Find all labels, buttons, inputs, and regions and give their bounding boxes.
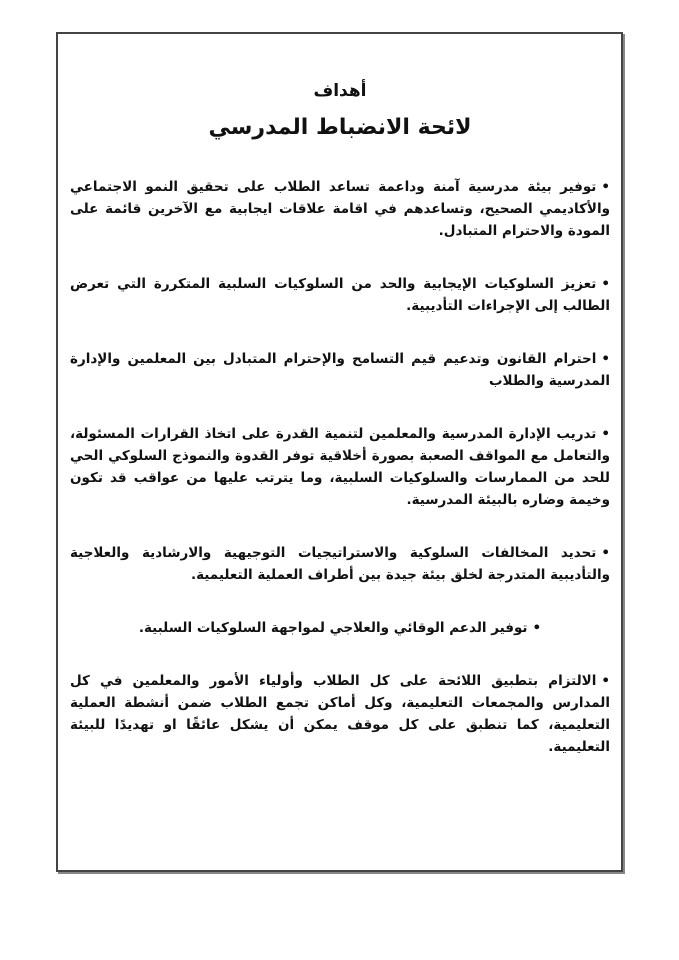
goal-item (70, 176, 610, 242)
goal-text: تعزيز السلوكيات الإيجابية والحد من السلوكيات السلبية المتكررة التي تعرض الطالب إلى الإجراءات التأديبية. (70, 276, 610, 314)
bullet-icon: • (601, 351, 610, 367)
bullet-icon: • (601, 673, 610, 689)
document-title-line1: أهداف (313, 81, 367, 101)
goal-item (70, 670, 610, 758)
document-body (70, 74, 610, 789)
goal-text: توفير الدعم الوقائي والعلاجي لمواجهة السلوكيات السلبية. (138, 620, 528, 636)
bullet-icon: • (601, 276, 610, 292)
goal-item (70, 617, 610, 639)
goal-text: تدريب الإدارة المدرسية والمعلمين لتنمية القدرة على اتخاذ القرارات المسئولة، والتعامل مع المواقف الصعبة بصورة أخلاقية توفر القدوة والنموذج السلوكي الحي للحد من الممارسات والسلوكيات السلبية، وما يترتب عليها من عواقب قد تكون وخيمة وضاره بالبيئة المدرسية. (70, 426, 610, 508)
goal-item (70, 423, 610, 511)
goal-item (70, 273, 610, 317)
goal-item (70, 348, 610, 392)
goal-text: توفير بيئة مدرسية آمنة وداعمة تساعد الطلاب على تحقيق النمو الاجتماعي والأكاديمي الصحيح، وتساعدهم في اقامة علاقات ايجابية مع الآخرين قائمة على المودة والاحترام المتبادل. (70, 179, 610, 239)
goals-list (70, 176, 610, 758)
goal-item (70, 542, 610, 586)
goal-text: الالتزام بتطبيق اللائحة على كل الطلاب وأولياء الأمور والمعلمين في كل المدارس والمجمعات التعليمية، وكل أماكن تجمع الطلاب ضمن أنشطة العملية التعليمية، كما تنطبق على كل موقف يمكن أن يشكل عائقًا او تهديدًا للبيئة التعليمية. (70, 673, 610, 755)
bullet-icon: • (601, 545, 610, 561)
goal-text: احترام القانون وتدعيم قيم التسامح والإحترام المتبادل بين المعلمين والإدارة المدرسية والطلاب (70, 351, 610, 389)
bullet-icon: • (601, 179, 610, 195)
bullet-icon: • (532, 620, 542, 636)
document-title-line2: لائحة الانضباط المدرسي (208, 115, 472, 140)
goal-text: تحديد المخالفات السلوكية والاستراتيجيات التوجيهية والارشادية والعلاجية والتأديبية المتدرجة لخلق بيئة جيدة بين أطراف العملية التعليمية. (70, 545, 610, 583)
bullet-icon: • (601, 426, 610, 442)
